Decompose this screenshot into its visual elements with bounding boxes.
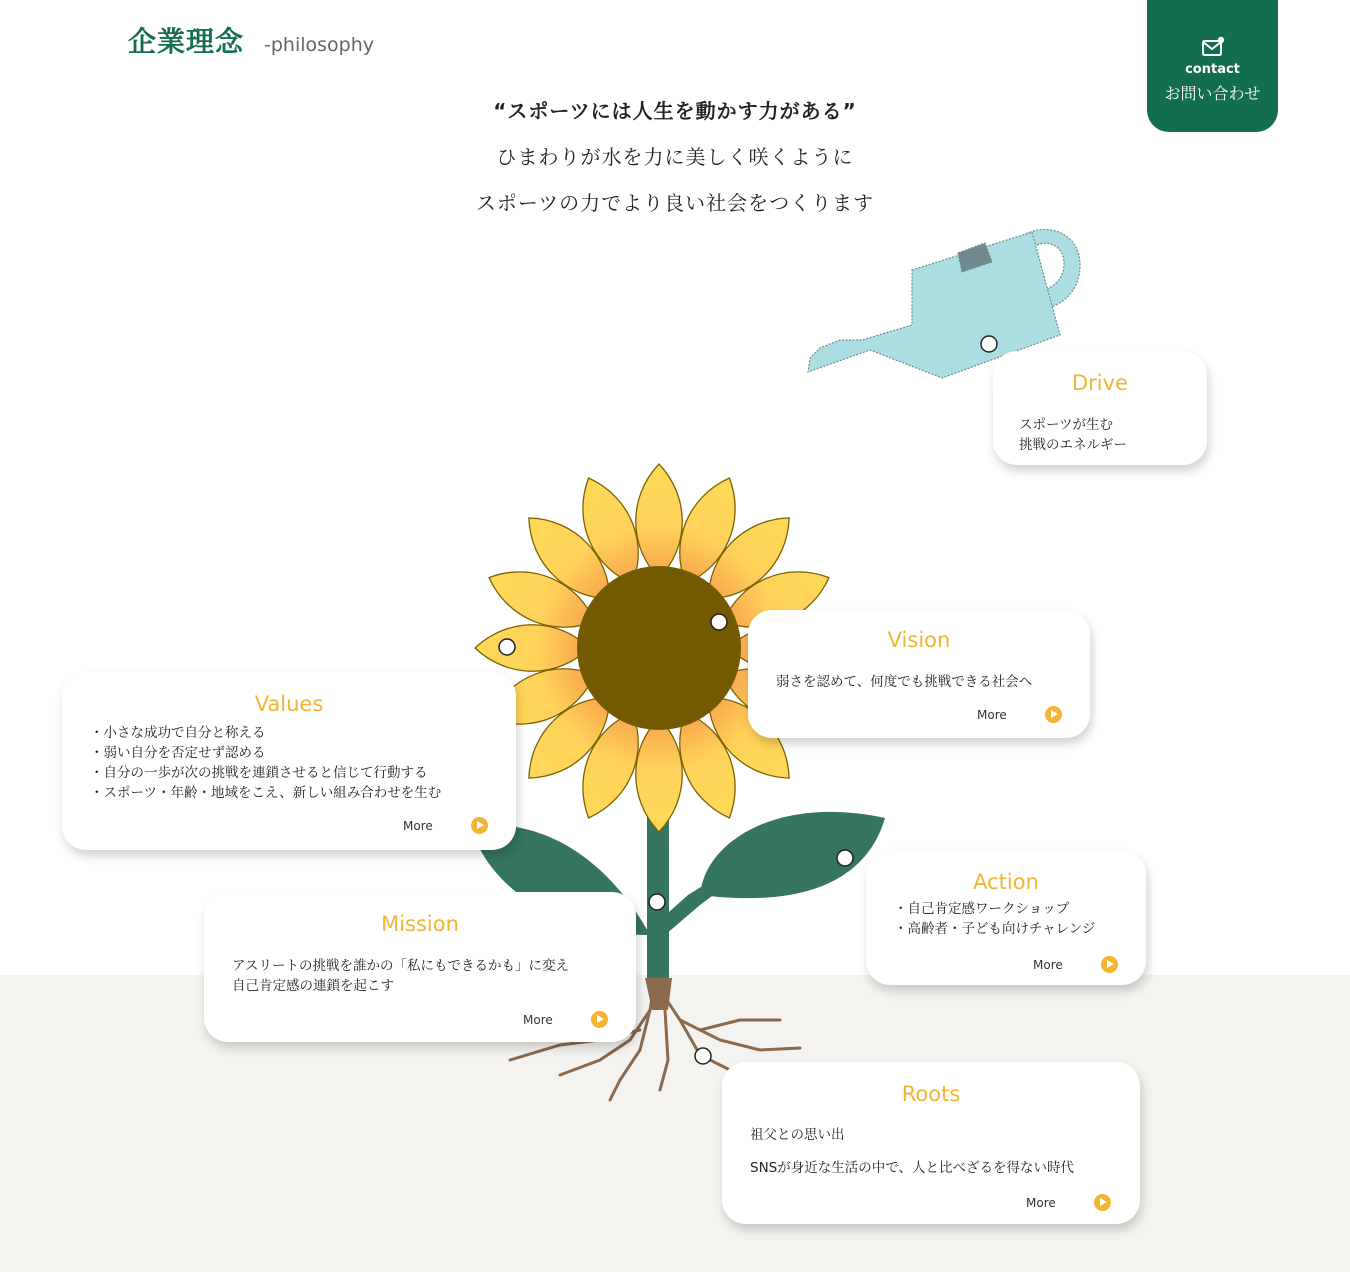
action-card: [866, 850, 1146, 985]
action-marker[interactable]: [837, 850, 853, 866]
page-title-en: -philosophy: [264, 34, 375, 56]
roots-title: Roots: [901, 1082, 961, 1106]
values-item: ・スポーツ・年齢・地域をこえ、新しい組み合わせを生む: [90, 785, 442, 801]
motto-line-2: ひまわりが水を力に美しく咲くように: [496, 145, 854, 169]
values-title: Values: [254, 692, 324, 716]
roots-more-link[interactable]: [1026, 1194, 1111, 1211]
drive-card: [993, 351, 1207, 465]
mission-line-1: アスリートの挑戦を誰かの「私にもできるかも」に変え: [232, 958, 569, 974]
roots-line-2: SNSが身近な生活の中で、人と比べざるを得ない時代: [750, 1160, 1074, 1176]
petal: [636, 464, 683, 578]
action-item: ・高齢者・子ども向けチャレンジ: [894, 921, 1096, 937]
drive-line-2: 挑戦のエネルギー: [1019, 437, 1127, 453]
action-more-label: More: [1033, 957, 1063, 972]
root-base: [645, 978, 672, 1010]
roots-more-label: More: [1026, 1195, 1056, 1210]
action-title: Action: [973, 870, 1039, 894]
mission-title: Mission: [381, 912, 459, 936]
mission-marker[interactable]: [649, 894, 665, 910]
page-title-jp: 企業理念: [128, 25, 245, 58]
values-marker[interactable]: [499, 639, 515, 655]
vision-card: [748, 610, 1090, 738]
contact-label-en: contact: [1185, 62, 1240, 77]
values-item: ・弱い自分を否定せず認める: [90, 745, 266, 761]
play-arrow-icon: [591, 1011, 608, 1028]
play-arrow-icon: [1101, 956, 1118, 973]
drive-line-1: スポーツが生む: [1019, 417, 1113, 433]
contact-label-jp: お問い合わせ: [1164, 84, 1261, 103]
roots-card: [722, 1062, 1140, 1224]
play-arrow-icon: [1045, 706, 1062, 723]
values-list: [90, 723, 441, 803]
roots-line-1: 祖父との思い出: [750, 1127, 845, 1143]
values-item: ・自分の一歩が次の挑戦を連鎖させると信じて行動する: [90, 765, 428, 781]
drive-title: Drive: [1072, 371, 1128, 395]
action-more-link[interactable]: [1033, 956, 1118, 973]
roots-marker[interactable]: [695, 1048, 711, 1064]
play-arrow-icon: [471, 817, 488, 834]
action-list: [894, 899, 1095, 939]
vision-title: Vision: [887, 628, 951, 652]
values-more-link[interactable]: [403, 817, 488, 834]
mission-more-link[interactable]: [523, 1011, 608, 1028]
drive-marker[interactable]: [981, 336, 997, 352]
petal: [475, 625, 589, 672]
flower-center: [577, 566, 741, 730]
values-card: [62, 672, 516, 850]
mission-line-2: 自己肯定感の連鎖を起こす: [232, 978, 394, 994]
right-leaf-icon: [700, 812, 885, 898]
vision-more-link[interactable]: [977, 706, 1062, 723]
motto-line-1: “スポーツには人生を動かす力がある”: [493, 99, 857, 123]
vision-marker[interactable]: [711, 614, 727, 630]
action-item: ・自己肯定感ワークショップ: [894, 901, 1070, 917]
mission-card: [204, 892, 636, 1042]
vision-more-label: More: [977, 707, 1007, 722]
mission-more-label: More: [523, 1012, 553, 1027]
petal: [636, 718, 683, 832]
vision-text: 弱さを認めて、何度でも挑戦できる社会へ: [776, 674, 1033, 690]
motto-line-3: スポーツの力でより良い社会をつくります: [475, 191, 875, 215]
values-item: ・小さな成功で自分と称える: [90, 725, 266, 741]
values-more-label: More: [403, 818, 433, 833]
play-arrow-icon: [1094, 1194, 1111, 1211]
